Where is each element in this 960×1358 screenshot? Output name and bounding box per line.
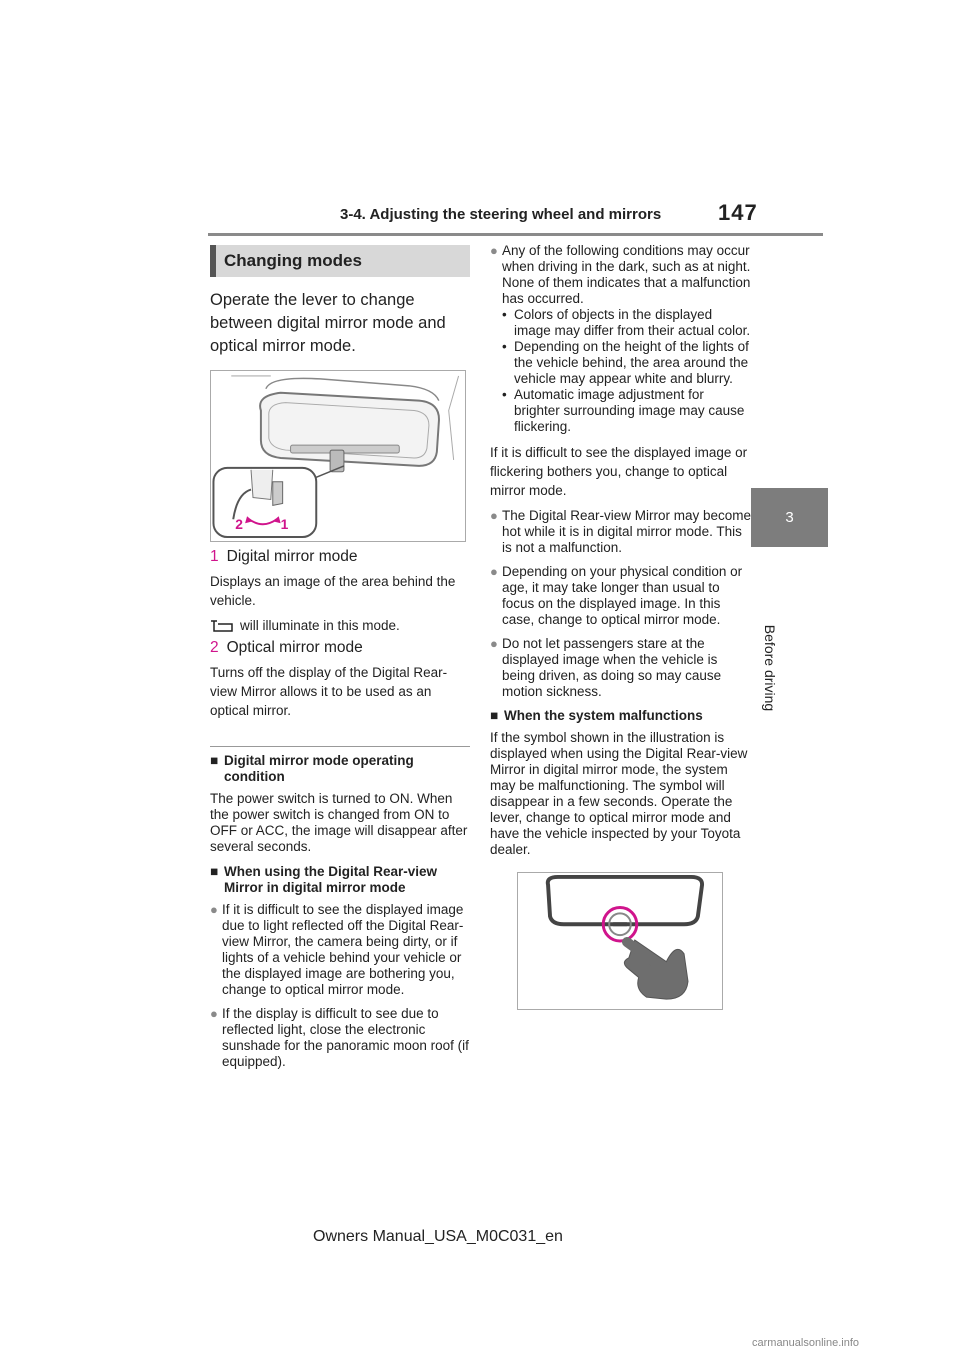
- bullet-text: Depending on your physical condition or age, it may take longer than usual to focus on the displayed image. In this case, change to optical mirror mode.: [502, 564, 743, 627]
- right-column: [490, 243, 752, 1010]
- mirror-lever-illustration: [210, 370, 466, 542]
- dash-text: Colors of objects in the displayed image may differ from their actual color.: [514, 307, 751, 338]
- header-rule: [208, 233, 823, 236]
- chapter-tab: 3: [751, 488, 828, 547]
- item-1-title: Digital mirror mode: [226, 548, 358, 565]
- bullet-item: ● The Digital Rear-view Mirror may become hot while it is in digital mirror mode. This is not a malfunction.: [490, 508, 752, 555]
- sub-heading-1-text: Digital mirror mode operating condition: [224, 753, 414, 784]
- item-2-heading: [210, 639, 470, 657]
- item-1-description: Displays an image of the area behind the vehicle.: [210, 574, 456, 608]
- fig-label-1: 1: [280, 516, 289, 533]
- section-heading: [210, 245, 470, 277]
- bullet-text: If it is difficult to see the displayed image due to light reflected off the Digital Rear-view Mirror, the camera being dirty, or if lights of a vehicle behind your vehicle or the displayed image are bothering you, change to optical mirror mode.: [222, 902, 464, 997]
- indicator-note: [210, 618, 470, 633]
- digital-mode-indicator-icon: [210, 619, 234, 633]
- bullet-item: ● If it is difficult to see the displayed image due to light reflected off the Digital Rear-view Mirror, the camera being dirty, or if lights of a vehicle behind your vehicle or the displayed image are bothering you, change to optical mirror mode.: [210, 902, 470, 998]
- footer-manual-id: Owners Manual_USA_M0C031_en: [313, 1228, 563, 1245]
- sub-3-body: If the symbol shown in the illustration is displayed when using the Digital Rear-view Mirror in digital mirror mode, the system may be malfunctioning. The symbol will disappear in a few seconds. Operate the lever, change to optical mirror mode and have the vehicle inspected by your Toyota dealer.: [490, 730, 748, 857]
- item-1-number: 1: [210, 548, 219, 565]
- bullet-item: ● Do not let passengers stare at the displayed image when the vehicle is being driven, as doing so may cause motion sickness.: [490, 636, 752, 700]
- sub-heading-3-text: When the system malfunctions: [504, 708, 703, 723]
- dash-text: Depending on the height of the lights of the vehicle behind, the area around the vehicle may appear white and blurry.: [514, 339, 749, 386]
- item-2-title: Optical mirror mode: [226, 639, 363, 656]
- fig-label-2: 2: [235, 516, 243, 533]
- bullet-text: The Digital Rear-view Mirror may become hot while it is in digital mirror mode. This is not a malfunction.: [502, 508, 752, 555]
- divider: [210, 746, 470, 747]
- left-column: [210, 245, 470, 1078]
- dash-item: • Colors of objects in the displayed image may differ from their actual color.: [502, 307, 751, 338]
- bullet-text: If the display is difficult to see due to reflected light, close the electronic sunshade for the panoramic moon roof (if equipped).: [222, 1006, 469, 1069]
- bullet-text: Do not let passengers stare at the displayed image when the vehicle is being driven, as doing so may cause motion sickness.: [502, 636, 722, 699]
- dash-item: • Depending on the height of the lights of the vehicle behind, the area around the vehicle may appear white and blurry.: [502, 339, 752, 387]
- section-title: Changing modes: [224, 251, 362, 270]
- sub-heading-3: ■ When the system malfunctions: [490, 708, 703, 723]
- sub-heading-1: ■ Digital mirror mode operating condition: [210, 753, 470, 785]
- bullet-item: ● Any of the following conditions may occur when driving in the dark, such as at night. None of them indicates that a malfunction has occurred.: [490, 243, 751, 306]
- heading-bar: [210, 245, 216, 277]
- flicker-note: If it is difficult to see the displayed image or flickering bothers you, change to optical mirror mode.: [490, 445, 748, 498]
- chapter-tab-label: Before driving: [762, 624, 778, 712]
- chapter-title: 3-4. Adjusting the steering wheel and mirrors: [340, 206, 662, 223]
- watermark: carmanualsonline.info: [752, 1337, 860, 1349]
- item-2-number: 2: [210, 639, 219, 656]
- page-number: 147: [718, 200, 758, 225]
- dash-text: Automatic image adjustment for brighter surrounding image may cause flickering.: [514, 387, 745, 434]
- indicator-note-text: will illuminate in this mode.: [240, 618, 400, 633]
- sub-heading-2: ■ When using the Digital Rear-view Mirror in digital mirror mode: [210, 864, 470, 896]
- malfunction-symbol-illustration: [517, 872, 723, 1010]
- bullet-item: ● If the display is difficult to see due to reflected light, close the electronic sunshade for the panoramic moon roof (if equipped).: [210, 1006, 469, 1069]
- item-2-description: Turns off the display of the Digital Rear-view Mirror allows it to be used as an optical mirror.: [210, 665, 448, 718]
- bullet-text: Any of the following conditions may occur when driving in the dark, such as at night. None of them indicates that a malfunction has occurred.: [502, 243, 751, 306]
- sub-heading-2-text: When using the Digital Rear-view Mirror in digital mirror mode: [224, 864, 438, 895]
- bullet-item: ● Depending on your physical condition or age, it may take longer than usual to focus on the displayed image. In this case, change to optical mirror mode.: [490, 564, 752, 628]
- dash-item: • Automatic image adjustment for brighter surrounding image may cause flickering.: [502, 387, 752, 435]
- sub-1-body: The power switch is turned to ON. When the power switch is changed from ON to OFF or ACC, the image will disappear after several seconds.: [210, 791, 468, 854]
- item-1-heading: [210, 548, 470, 566]
- intro-text: Operate the lever to change between digital mirror mode and optical mirror mode.: [210, 291, 446, 355]
